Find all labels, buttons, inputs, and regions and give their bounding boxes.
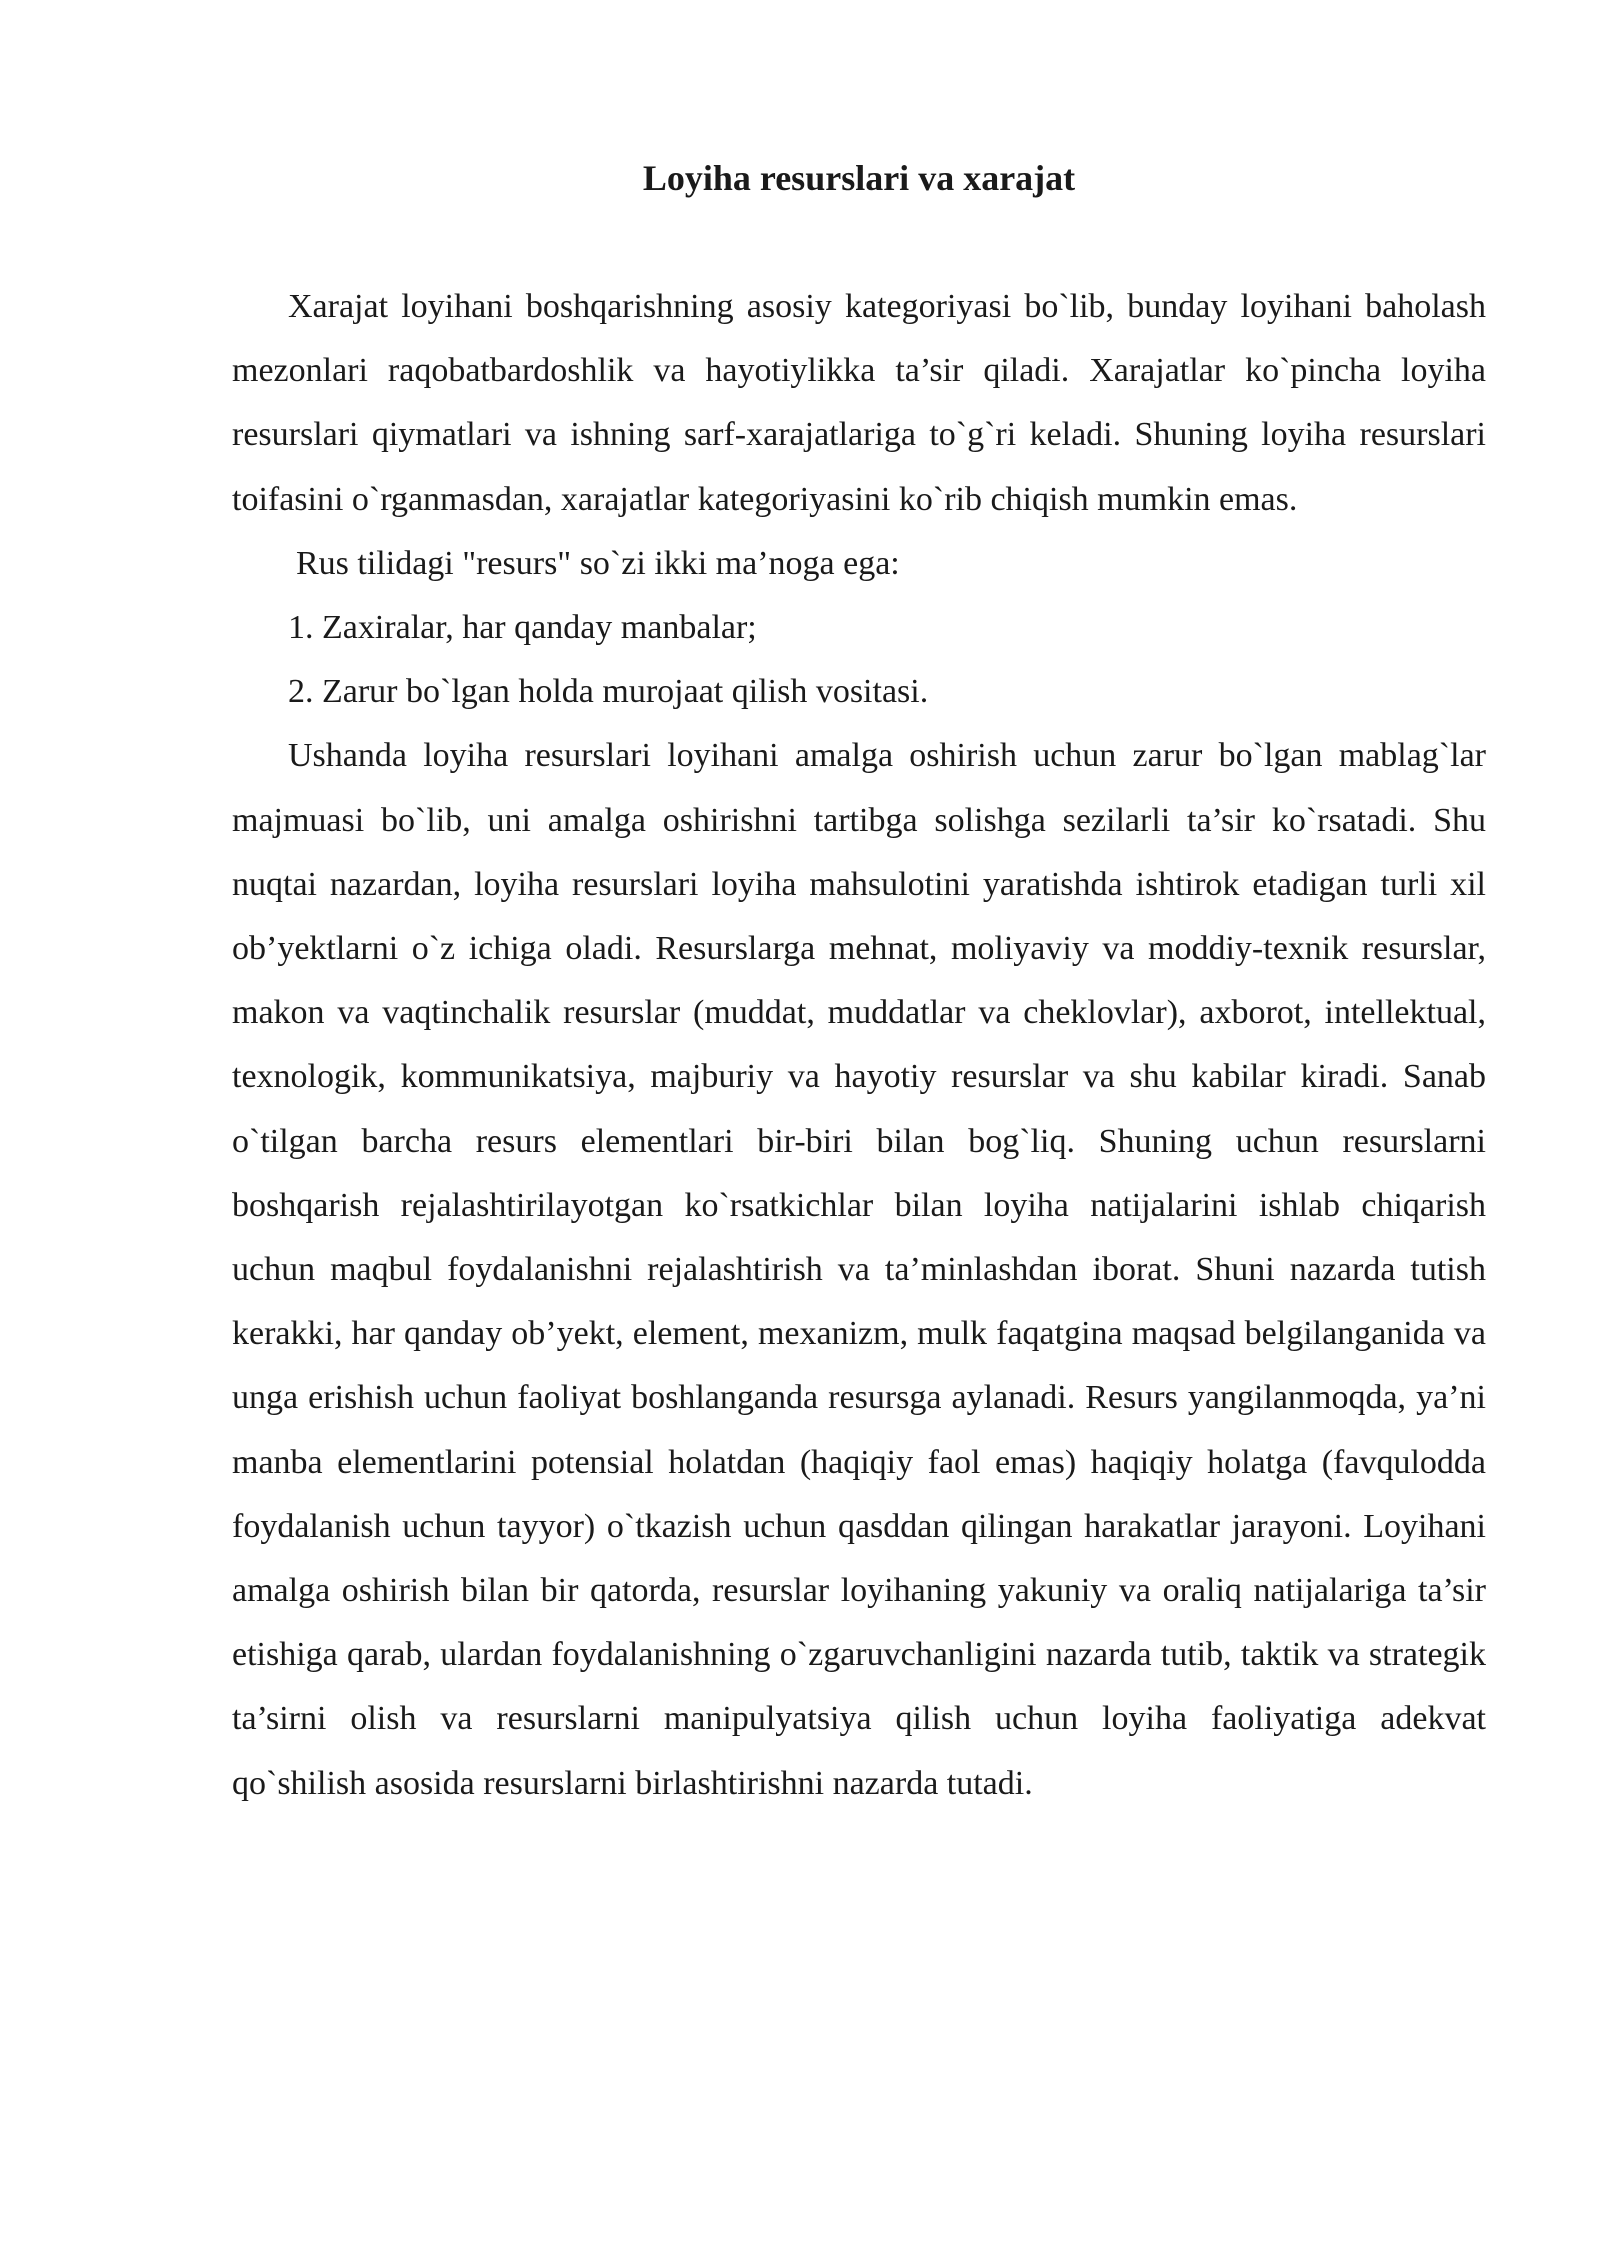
- list-item-1: 1. Zaxiralar, har qanday manbalar;: [288, 609, 757, 647]
- paragraph-rus-meaning: Rus tilidagi "resurs" so`zi ikki ma’noga ega:: [296, 544, 900, 582]
- document-body: [232, 275, 1486, 1816]
- list-item-2: 2. Zarur bo`lgan holda murojaat qilish vositasi.: [288, 673, 929, 711]
- document-title: Loyiha resurslari va xarajat: [642, 158, 1076, 198]
- paragraph-resources: Ushanda loyiha resurslari loyihani amalga oshirish uchun zarur bo`lgan mablag`lar majmuasi bo`lib, uni amalga oshirishni tartibga solishga sezilarli ta’sir ko`rsatadi. Shu nuqtai nazardan, loyiha resurslari loyiha mahsulotini yaratishda ishtirok etadigan turli xil ob’yektlarni o`z ichiga oladi. Resurslarga mehnat, moliyaviy va moddiy-texnik resurslar, makon va vaqtinchalik resurslar (muddat, muddatlar va cheklovlar), axborot, intellektual, texnologik, kommunikatsiya, majburiy va hayotiy resurslar va shu kabilar kiradi. Sanab o`tilgan barcha resurs elementlari bir-biri bilan bog`liq. Shuning uchun resurslarni boshqarish rejalashtirilayotgan ko`rsatkichlar bilan loyiha natijalarini ishlab chiqarish uchun maqbul foydalanishni rejalashtirish va ta’minlashdan iborat. Shuni nazarda tutish kerakki, har qanday ob’yekt, element, mexanizm, mulk faqatgina maqsad belgilanganida va unga erishish uchun faoliyat boshlanganda resursga aylanadi. Resurs yangilanmoqda, ya’ni manba elementlarini potensial holatdan (haqiqiy faol emas) haqiqiy holatga (favqulodda foydalanish uchun tayyor) o`tkazish uchun qasddan qilingan harakatlar jarayoni. Loyihani amalga oshirish bilan bir qatorda, resurslar loyihaning yakuniy va oraliq natijalariga ta’sir etishiga qarab, ulardan foydalanishning o`zgaruvchanligini nazarda tutib, taktik va strategik ta’sirni olish va resurslarni manipulyatsiya qilish uchun loyiha faoliyatiga adekvat qo`shilish asosida resurslarni birlashtirishni nazarda tutadi.: [232, 737, 1486, 1802]
- paragraph-intro: Xarajat loyihani boshqarishning asosiy kategoriyasi bo`lib, bunday loyihani baholash mezonlari raqobatbardoshlik va hayotiylikka ta’sir qiladi. Xarajatlar ko`pincha loyiha resurslari qiymatlari va ishning sarf-xarajatlariga to`g`ri keladi. Shuning loyiha resurslari toifasini o`rganmasdan, xarajatlar kategoriyasini ko`rib chiqish mumkin emas.: [232, 288, 1486, 518]
